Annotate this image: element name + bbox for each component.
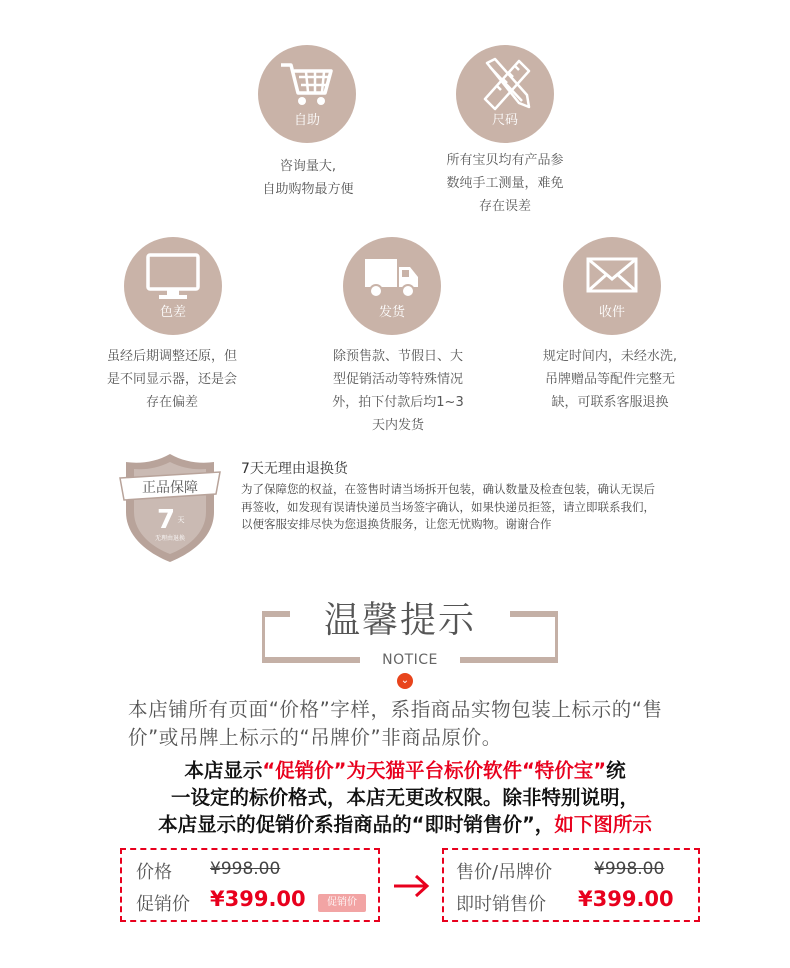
feature-desc: 咨询量大, 自助购物最方便 [262, 159, 354, 197]
feature-desc: 除预售款、节假日、大 型促销活动等特殊情况 外，拍下付款后均1~3 天内发货 [332, 349, 464, 433]
notice-text: 统 [606, 759, 626, 782]
feature-desc: 虽经后期调整还原，但 是不同显示器，还是会 存在偏差 [106, 349, 237, 410]
feature-circle-shipping [343, 237, 441, 335]
price-label: 价格 [136, 862, 172, 883]
badge-sub: 无理由退换 [154, 535, 186, 542]
feature-desc: 所有宝贝均有产品参 数纯手工测量，难免 存在误差 [446, 153, 564, 214]
notice-line-2: 一设定的标价格式，本店无更改权限。除非特别说明， [170, 786, 639, 809]
notice-red-text: 如下图所示 [554, 813, 652, 836]
badge-days: 7 [156, 505, 176, 535]
guarantee-text: 为了保障您的权益，在签售时请当场拆开包装，确认数量及检查包装，确认无误后 再签收，如发现有误请快递员当场签字确认，如果快递员拒签，请立即联系我们， 以便客服安排尽快为您退换货服务，让您无忧购物。谢谢合作 [241, 482, 655, 531]
feature-label: 自助 [293, 113, 320, 128]
promo-tag: 促销价 [318, 894, 366, 912]
instant-price-label: 即时销售价 [456, 894, 546, 915]
feature-desc: 规定时间内，未经水洗, 吊牌赠品等配件完整无 缺，可联系客服退换 [542, 349, 678, 410]
feature-circle-size [456, 45, 554, 143]
notice-line-1 [100, 757, 710, 785]
shield-badge-icon [118, 452, 222, 564]
guarantee-title: 7天无理由退换货 [241, 461, 348, 477]
badge-days-unit: 天 [177, 516, 185, 524]
instant-price: ¥399.00 [578, 887, 674, 911]
feature-circle-self-service [258, 45, 356, 143]
feature-label: 发货 [378, 305, 405, 320]
ruler-pencil-icon [475, 55, 535, 113]
notice-text: 本店显示 [184, 759, 263, 782]
monitor-icon [143, 247, 203, 305]
feature-label: 尺码 [491, 113, 518, 128]
notice-title: 温馨提示 [290, 592, 510, 643]
notice-line-3 [100, 811, 710, 839]
notice-red-text: “促销价”为天猫平台标价软件“特价宝” [262, 759, 607, 782]
truck-icon [362, 247, 422, 305]
chevron-down-icon: ⌄ [397, 673, 413, 689]
original-price: ¥998.00 [594, 859, 665, 879]
envelope-icon [582, 247, 642, 305]
feature-label: 色差 [159, 305, 186, 320]
cart-icon [277, 55, 337, 113]
feature-circle-color [124, 237, 222, 335]
notice-text: 本店显示的促销价系指商品的“即时销售价”， [158, 813, 555, 836]
notice-gray-paragraph: 本店铺所有页面“价格”字样，系指商品实物包装上标示的“售价”或吊牌上标示的“吊牌价”非商品原价。 [128, 698, 663, 749]
price-box-left [120, 848, 380, 922]
notice-subtitle: NOTICE [382, 652, 438, 668]
badge-text: 正品保障 [142, 480, 198, 496]
arrow-right-icon [392, 872, 432, 900]
feature-circle-receive [563, 237, 661, 335]
price-box-right [442, 848, 700, 922]
promo-price: ¥399.00 [210, 887, 306, 911]
price-label: 售价/吊牌价 [456, 862, 553, 883]
feature-label: 收件 [598, 305, 625, 320]
promo-price-label: 促销价 [136, 894, 190, 915]
original-price: ¥998.00 [210, 859, 281, 879]
